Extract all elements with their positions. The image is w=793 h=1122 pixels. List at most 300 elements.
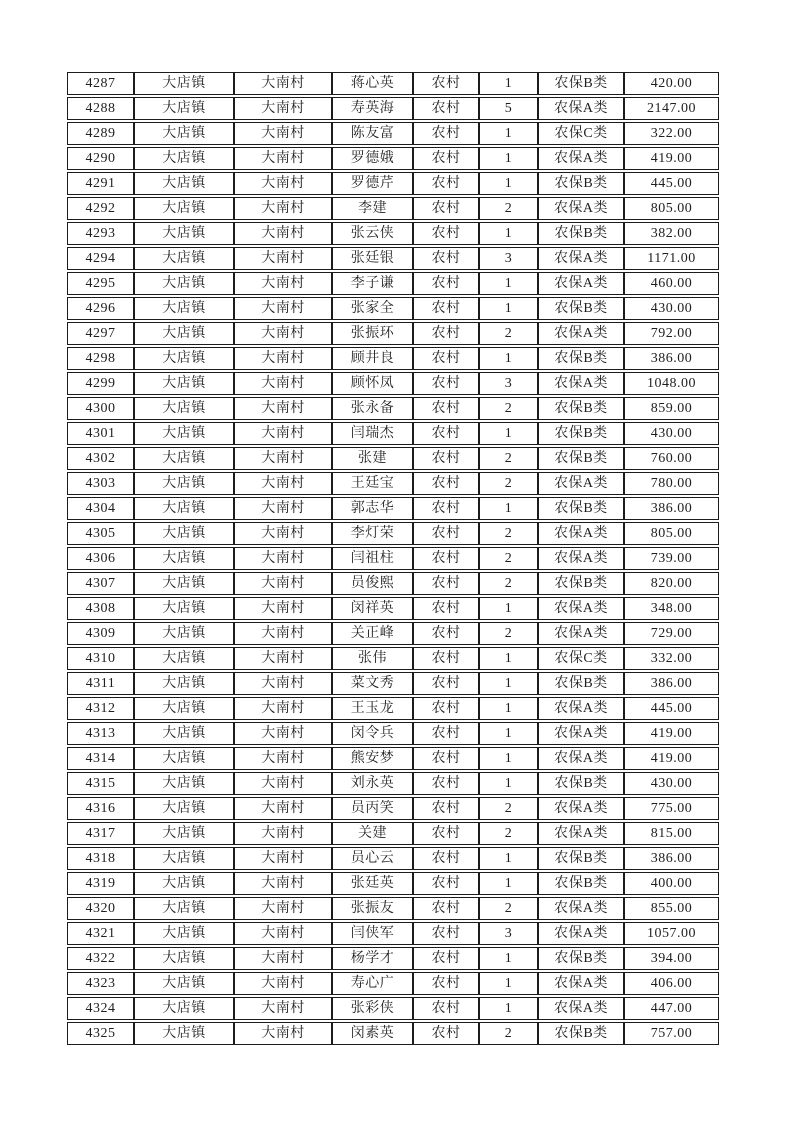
cell-town: 大店镇 [134, 747, 234, 770]
table-row [67, 622, 719, 645]
cell-town: 大店镇 [134, 1022, 234, 1045]
cell-amount: 419.00 [624, 747, 719, 770]
table-row [67, 497, 719, 520]
cell-serial: 4299 [67, 372, 134, 395]
cell-household-type: 农村 [413, 222, 479, 245]
cell-town: 大店镇 [134, 922, 234, 945]
cell-village: 大南村 [234, 422, 332, 445]
cell-name: 关建 [332, 822, 413, 845]
cell-insurance-category: 农保A类 [538, 147, 624, 170]
cell-town: 大店镇 [134, 97, 234, 120]
cell-village: 大南村 [234, 897, 332, 920]
cell-household-type: 农村 [413, 647, 479, 670]
cell-insurance-category: 农保B类 [538, 1022, 624, 1045]
cell-household-type: 农村 [413, 422, 479, 445]
cell-person-count: 1 [479, 947, 538, 970]
cell-amount: 820.00 [624, 572, 719, 595]
table-row [67, 672, 719, 695]
cell-insurance-category: 农保A类 [538, 247, 624, 270]
table-row [67, 1022, 719, 1045]
cell-amount: 406.00 [624, 972, 719, 995]
cell-amount: 855.00 [624, 897, 719, 920]
table-row [67, 447, 719, 470]
table-row [67, 172, 719, 195]
cell-serial: 4301 [67, 422, 134, 445]
cell-town: 大店镇 [134, 847, 234, 870]
table-row [67, 72, 719, 95]
cell-name: 杨学才 [332, 947, 413, 970]
cell-amount: 382.00 [624, 222, 719, 245]
cell-name: 寿英海 [332, 97, 413, 120]
cell-household-type: 农村 [413, 247, 479, 270]
cell-name: 王廷宝 [332, 472, 413, 495]
cell-town: 大店镇 [134, 672, 234, 695]
cell-serial: 4306 [67, 547, 134, 570]
cell-insurance-category: 农保B类 [538, 572, 624, 595]
cell-person-count: 1 [479, 872, 538, 895]
cell-village: 大南村 [234, 847, 332, 870]
cell-household-type: 农村 [413, 197, 479, 220]
cell-person-count: 1 [479, 997, 538, 1020]
cell-town: 大店镇 [134, 122, 234, 145]
table-row [67, 97, 719, 120]
cell-household-type: 农村 [413, 547, 479, 570]
table-row [67, 147, 719, 170]
cell-household-type: 农村 [413, 847, 479, 870]
cell-name: 熊安梦 [332, 747, 413, 770]
cell-town: 大店镇 [134, 697, 234, 720]
cell-household-type: 农村 [413, 947, 479, 970]
cell-person-count: 1 [479, 747, 538, 770]
cell-town: 大店镇 [134, 147, 234, 170]
cell-village: 大南村 [234, 347, 332, 370]
cell-amount: 792.00 [624, 322, 719, 345]
cell-insurance-category: 农保A类 [538, 722, 624, 745]
cell-town: 大店镇 [134, 997, 234, 1020]
cell-village: 大南村 [234, 597, 332, 620]
cell-serial: 4295 [67, 272, 134, 295]
cell-town: 大店镇 [134, 197, 234, 220]
cell-town: 大店镇 [134, 972, 234, 995]
cell-village: 大南村 [234, 122, 332, 145]
cell-insurance-category: 农保B类 [538, 397, 624, 420]
table-row [67, 372, 719, 395]
cell-town: 大店镇 [134, 722, 234, 745]
cell-town: 大店镇 [134, 522, 234, 545]
cell-town: 大店镇 [134, 322, 234, 345]
cell-serial: 4297 [67, 322, 134, 345]
cell-amount: 805.00 [624, 197, 719, 220]
cell-person-count: 1 [479, 772, 538, 795]
cell-amount: 430.00 [624, 297, 719, 320]
table-row [67, 747, 719, 770]
cell-village: 大南村 [234, 947, 332, 970]
cell-name: 张振友 [332, 897, 413, 920]
table-row [67, 797, 719, 820]
cell-village: 大南村 [234, 922, 332, 945]
cell-insurance-category: 农保A类 [538, 547, 624, 570]
cell-person-count: 2 [479, 1022, 538, 1045]
cell-village: 大南村 [234, 272, 332, 295]
cell-serial: 4317 [67, 822, 134, 845]
cell-village: 大南村 [234, 722, 332, 745]
cell-insurance-category: 农保A类 [538, 997, 624, 1020]
cell-town: 大店镇 [134, 222, 234, 245]
cell-insurance-category: 农保A类 [538, 597, 624, 620]
cell-village: 大南村 [234, 222, 332, 245]
cell-town: 大店镇 [134, 597, 234, 620]
cell-serial: 4310 [67, 647, 134, 670]
cell-name: 闫祖柱 [332, 547, 413, 570]
cell-insurance-category: 农保A类 [538, 922, 624, 945]
cell-amount: 757.00 [624, 1022, 719, 1045]
cell-town: 大店镇 [134, 497, 234, 520]
cell-household-type: 农村 [413, 722, 479, 745]
cell-amount: 420.00 [624, 72, 719, 95]
table-row [67, 897, 719, 920]
cell-amount: 386.00 [624, 497, 719, 520]
cell-name: 蒋心英 [332, 72, 413, 95]
table-row [67, 272, 719, 295]
cell-insurance-category: 农保A类 [538, 522, 624, 545]
cell-household-type: 农村 [413, 772, 479, 795]
table-row [67, 572, 719, 595]
cell-name: 郭志华 [332, 497, 413, 520]
cell-village: 大南村 [234, 822, 332, 845]
cell-household-type: 农村 [413, 597, 479, 620]
cell-household-type: 农村 [413, 297, 479, 320]
cell-household-type: 农村 [413, 172, 479, 195]
cell-person-count: 1 [479, 597, 538, 620]
cell-village: 大南村 [234, 97, 332, 120]
cell-name: 员心云 [332, 847, 413, 870]
table-row [67, 522, 719, 545]
cell-village: 大南村 [234, 72, 332, 95]
cell-name: 闫瑞杰 [332, 422, 413, 445]
cell-serial: 4293 [67, 222, 134, 245]
cell-amount: 386.00 [624, 347, 719, 370]
cell-household-type: 农村 [413, 972, 479, 995]
table-row [67, 947, 719, 970]
table-row [67, 922, 719, 945]
cell-village: 大南村 [234, 372, 332, 395]
cell-household-type: 农村 [413, 472, 479, 495]
cell-town: 大店镇 [134, 622, 234, 645]
cell-name: 张彩侠 [332, 997, 413, 1020]
cell-amount: 419.00 [624, 147, 719, 170]
cell-person-count: 1 [479, 272, 538, 295]
cell-person-count: 2 [479, 197, 538, 220]
cell-amount: 739.00 [624, 547, 719, 570]
table-row [67, 647, 719, 670]
cell-serial: 4287 [67, 72, 134, 95]
cell-household-type: 农村 [413, 147, 479, 170]
cell-serial: 4288 [67, 97, 134, 120]
table-row [67, 972, 719, 995]
cell-person-count: 1 [479, 672, 538, 695]
cell-household-type: 农村 [413, 372, 479, 395]
cell-village: 大南村 [234, 172, 332, 195]
cell-name: 闵令兵 [332, 722, 413, 745]
cell-insurance-category: 农保A类 [538, 822, 624, 845]
cell-household-type: 农村 [413, 572, 479, 595]
cell-amount: 445.00 [624, 697, 719, 720]
cell-insurance-category: 农保A类 [538, 322, 624, 345]
cell-household-type: 农村 [413, 747, 479, 770]
cell-serial: 4316 [67, 797, 134, 820]
cell-person-count: 1 [479, 122, 538, 145]
cell-household-type: 农村 [413, 697, 479, 720]
cell-village: 大南村 [234, 997, 332, 1020]
cell-name: 陈友富 [332, 122, 413, 145]
cell-household-type: 农村 [413, 872, 479, 895]
cell-serial: 4309 [67, 622, 134, 645]
cell-serial: 4290 [67, 147, 134, 170]
cell-household-type: 农村 [413, 822, 479, 845]
table-row [67, 547, 719, 570]
cell-household-type: 农村 [413, 797, 479, 820]
cell-village: 大南村 [234, 622, 332, 645]
cell-amount: 386.00 [624, 847, 719, 870]
cell-town: 大店镇 [134, 547, 234, 570]
cell-amount: 2147.00 [624, 97, 719, 120]
cell-person-count: 3 [479, 922, 538, 945]
cell-town: 大店镇 [134, 72, 234, 95]
cell-household-type: 农村 [413, 72, 479, 95]
cell-village: 大南村 [234, 397, 332, 420]
table-row [67, 322, 719, 345]
cell-serial: 4311 [67, 672, 134, 695]
cell-person-count: 2 [479, 572, 538, 595]
cell-name: 闵祥英 [332, 597, 413, 620]
cell-insurance-category: 农保B类 [538, 447, 624, 470]
cell-town: 大店镇 [134, 397, 234, 420]
cell-village: 大南村 [234, 322, 332, 345]
cell-insurance-category: 农保C类 [538, 647, 624, 670]
cell-insurance-category: 农保B类 [538, 772, 624, 795]
cell-village: 大南村 [234, 1022, 332, 1045]
cell-person-count: 3 [479, 372, 538, 395]
cell-amount: 348.00 [624, 597, 719, 620]
cell-name: 李子谦 [332, 272, 413, 295]
cell-name: 李建 [332, 197, 413, 220]
cell-serial: 4292 [67, 197, 134, 220]
table-row [67, 997, 719, 1020]
cell-household-type: 农村 [413, 897, 479, 920]
cell-insurance-category: 农保A类 [538, 747, 624, 770]
cell-serial: 4303 [67, 472, 134, 495]
cell-person-count: 2 [479, 897, 538, 920]
cell-town: 大店镇 [134, 897, 234, 920]
cell-serial: 4305 [67, 522, 134, 545]
table-row [67, 697, 719, 720]
payment-table [67, 72, 719, 1047]
cell-serial: 4321 [67, 922, 134, 945]
cell-insurance-category: 农保B类 [538, 847, 624, 870]
cell-amount: 775.00 [624, 797, 719, 820]
cell-serial: 4304 [67, 497, 134, 520]
table-row [67, 222, 719, 245]
cell-household-type: 农村 [413, 447, 479, 470]
cell-village: 大南村 [234, 797, 332, 820]
cell-person-count: 1 [479, 347, 538, 370]
cell-village: 大南村 [234, 522, 332, 545]
cell-amount: 400.00 [624, 872, 719, 895]
cell-village: 大南村 [234, 872, 332, 895]
cell-town: 大店镇 [134, 772, 234, 795]
cell-insurance-category: 农保A类 [538, 372, 624, 395]
cell-village: 大南村 [234, 147, 332, 170]
cell-name: 张永备 [332, 397, 413, 420]
cell-town: 大店镇 [134, 447, 234, 470]
cell-person-count: 1 [479, 497, 538, 520]
cell-serial: 4302 [67, 447, 134, 470]
cell-amount: 447.00 [624, 997, 719, 1020]
cell-amount: 386.00 [624, 672, 719, 695]
cell-name: 罗德娥 [332, 147, 413, 170]
cell-person-count: 2 [479, 822, 538, 845]
cell-village: 大南村 [234, 647, 332, 670]
cell-village: 大南村 [234, 572, 332, 595]
cell-serial: 4300 [67, 397, 134, 420]
cell-household-type: 农村 [413, 672, 479, 695]
cell-serial: 4315 [67, 772, 134, 795]
cell-serial: 4324 [67, 997, 134, 1020]
table-row [67, 597, 719, 620]
cell-town: 大店镇 [134, 947, 234, 970]
cell-name: 顾井良 [332, 347, 413, 370]
cell-amount: 1057.00 [624, 922, 719, 945]
cell-insurance-category: 农保B类 [538, 672, 624, 695]
cell-serial: 4294 [67, 247, 134, 270]
table-row [67, 472, 719, 495]
table-row [67, 247, 719, 270]
cell-insurance-category: 农保B类 [538, 347, 624, 370]
cell-serial: 4322 [67, 947, 134, 970]
table-row [67, 397, 719, 420]
cell-serial: 4318 [67, 847, 134, 870]
table-row [67, 422, 719, 445]
cell-serial: 4312 [67, 697, 134, 720]
cell-person-count: 1 [479, 297, 538, 320]
cell-amount: 430.00 [624, 422, 719, 445]
cell-person-count: 2 [479, 322, 538, 345]
cell-insurance-category: 农保A类 [538, 697, 624, 720]
cell-insurance-category: 农保A类 [538, 472, 624, 495]
cell-insurance-category: 农保B类 [538, 297, 624, 320]
cell-amount: 815.00 [624, 822, 719, 845]
cell-serial: 4320 [67, 897, 134, 920]
cell-name: 张家全 [332, 297, 413, 320]
cell-person-count: 1 [479, 722, 538, 745]
cell-person-count: 2 [479, 522, 538, 545]
table-row [67, 822, 719, 845]
cell-village: 大南村 [234, 972, 332, 995]
cell-person-count: 3 [479, 247, 538, 270]
cell-serial: 4319 [67, 872, 134, 895]
cell-serial: 4296 [67, 297, 134, 320]
cell-name: 张云侠 [332, 222, 413, 245]
cell-insurance-category: 农保B类 [538, 422, 624, 445]
cell-household-type: 农村 [413, 322, 479, 345]
table-row [67, 122, 719, 145]
cell-name: 张廷英 [332, 872, 413, 895]
cell-name: 张伟 [332, 647, 413, 670]
cell-person-count: 1 [479, 647, 538, 670]
cell-village: 大南村 [234, 197, 332, 220]
cell-town: 大店镇 [134, 822, 234, 845]
cell-person-count: 2 [479, 447, 538, 470]
cell-serial: 4298 [67, 347, 134, 370]
table-row [67, 297, 719, 320]
table-row [67, 722, 719, 745]
cell-amount: 430.00 [624, 772, 719, 795]
cell-name: 员丙笑 [332, 797, 413, 820]
table-row [67, 872, 719, 895]
cell-name: 寿心广 [332, 972, 413, 995]
cell-village: 大南村 [234, 772, 332, 795]
cell-name: 顾怀凤 [332, 372, 413, 395]
cell-amount: 332.00 [624, 647, 719, 670]
cell-insurance-category: 农保A类 [538, 97, 624, 120]
cell-household-type: 农村 [413, 522, 479, 545]
cell-village: 大南村 [234, 697, 332, 720]
cell-name: 李灯荣 [332, 522, 413, 545]
cell-village: 大南村 [234, 747, 332, 770]
table-row [67, 347, 719, 370]
cell-household-type: 农村 [413, 272, 479, 295]
cell-serial: 4313 [67, 722, 134, 745]
cell-town: 大店镇 [134, 422, 234, 445]
cell-amount: 419.00 [624, 722, 719, 745]
cell-household-type: 农村 [413, 497, 479, 520]
cell-name: 张振环 [332, 322, 413, 345]
cell-insurance-category: 农保B类 [538, 72, 624, 95]
cell-serial: 4325 [67, 1022, 134, 1045]
cell-household-type: 农村 [413, 397, 479, 420]
cell-amount: 729.00 [624, 622, 719, 645]
cell-village: 大南村 [234, 447, 332, 470]
table-row [67, 772, 719, 795]
cell-household-type: 农村 [413, 122, 479, 145]
cell-insurance-category: 农保A类 [538, 972, 624, 995]
cell-person-count: 1 [479, 697, 538, 720]
cell-name: 菜文秀 [332, 672, 413, 695]
cell-person-count: 1 [479, 972, 538, 995]
cell-person-count: 1 [479, 147, 538, 170]
cell-serial: 4314 [67, 747, 134, 770]
cell-name: 员俊熙 [332, 572, 413, 595]
cell-household-type: 农村 [413, 347, 479, 370]
cell-insurance-category: 农保A类 [538, 797, 624, 820]
cell-serial: 4307 [67, 572, 134, 595]
cell-town: 大店镇 [134, 872, 234, 895]
cell-serial: 4291 [67, 172, 134, 195]
cell-insurance-category: 农保A类 [538, 622, 624, 645]
cell-name: 罗德芹 [332, 172, 413, 195]
cell-town: 大店镇 [134, 347, 234, 370]
cell-name: 张廷银 [332, 247, 413, 270]
cell-person-count: 1 [479, 172, 538, 195]
cell-person-count: 2 [479, 797, 538, 820]
cell-village: 大南村 [234, 247, 332, 270]
cell-person-count: 1 [479, 847, 538, 870]
cell-village: 大南村 [234, 547, 332, 570]
cell-amount: 460.00 [624, 272, 719, 295]
cell-insurance-category: 农保B类 [538, 497, 624, 520]
cell-town: 大店镇 [134, 572, 234, 595]
table-row [67, 197, 719, 220]
